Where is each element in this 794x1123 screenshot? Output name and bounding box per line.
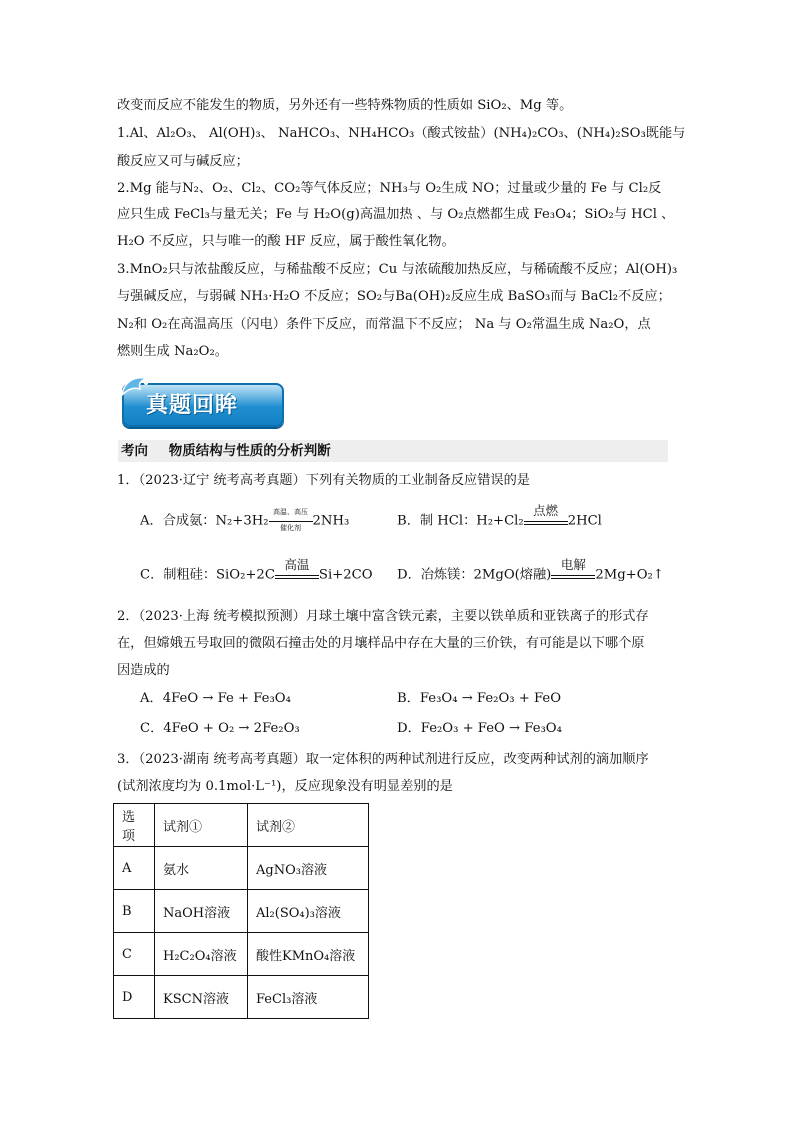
- section-label: 考向: [121, 443, 148, 459]
- reaction-condition: 高温、高压 催化剂: [269, 512, 313, 530]
- table-cell: H₂C₂O₄溶液: [155, 933, 248, 976]
- table-cell: C: [114, 933, 155, 976]
- q2-stem-line-1: 2．（2023·上海 统考模拟预测）月球土壤中富含铁元素，主要以铁单质和亚铁离子的形式存: [117, 609, 649, 624]
- section-title: 物质结构与性质的分析判断: [168, 443, 331, 459]
- review-banner: [118, 373, 284, 429]
- q2-option-b: B．Fe₃O₄ → Fe₂O₃ + FeO: [397, 691, 562, 706]
- q2-option-c: C．4FeO + O₂ → 2Fe₂O₃: [140, 721, 300, 736]
- q2-stem-line-2: 在，但嫦娥五号取回的微陨石撞击处的月壤样品中存在大量的三价铁，有可能是以下哪个原: [117, 636, 645, 651]
- table-row: [114, 890, 369, 933]
- table-header-row: [114, 804, 369, 847]
- table-header-cell: 选项: [114, 804, 155, 847]
- table-cell: 氨水: [155, 847, 248, 890]
- table-row: [114, 976, 369, 1019]
- intro-line-8: 与强碱反应，与弱碱 NH₃·H₂O 不反应；SO₂与Ba(OH)₂反应生成 BaSO₃而与 BaCl₂不反应；: [117, 289, 671, 304]
- q1-stem: 1．（2023·辽宁 统考高考真题）下列有关物质的工业制备反应错误的是: [117, 473, 530, 488]
- table-cell: A: [114, 847, 155, 890]
- reaction-condition: 高温: [275, 566, 319, 584]
- intro-line-9: N₂和 O₂在高温高压（闪电）条件下反应，而常温下不反应； Na 与 O₂常温生成 Na₂O，点: [117, 317, 651, 332]
- intro-line-2: 1.Al、Al₂O₃、 Al(OH)₃、 NaHCO₃、NH₄HCO₃（酸式铵盐）(NH₄)₂CO₃、(NH₄)₂SO₃既能与: [117, 126, 686, 141]
- intro-line-5: 应只生成 FeCl₃与量无关；Fe 与 H₂O(g)高温加热 、与 O₂点燃都生成 Fe₃O₄；SiO₂与 HCl 、: [117, 207, 675, 222]
- q1-option-a: A．合成氨：N₂+3H₂ 高温、高压 催化剂 2NH₃: [140, 508, 350, 532]
- q2-option-a: A．4FeO → Fe + Fe₃O₄: [140, 691, 291, 706]
- table-cell: Al₂(SO₄)₃溶液: [248, 890, 369, 933]
- q3-stem-line-2: (试剂浓度均为 0.1mol·L⁻¹)，反应现象没有明显差别的是: [117, 779, 453, 794]
- q1-option-b: B．制 HCl：H₂+Cl₂ 点燃 2HCl: [397, 503, 602, 529]
- q3-stem-line-1: 3．（2023·湖南 统考高考真题）取一定体积的两种试剂进行反应，改变两种试剂的滴加顺序: [117, 752, 649, 767]
- reagent-table: [113, 803, 369, 1019]
- q1-option-d: D．冶炼镁：2MgO(熔融) 电解 2Mg+O₂↑: [397, 557, 664, 583]
- reaction-condition: 电解: [551, 566, 595, 584]
- table-cell: FeCl₃溶液: [248, 976, 369, 1019]
- intro-line-10: 燃则生成 Na₂O₂。: [117, 344, 228, 359]
- table-header-cell: 试剂①: [155, 804, 248, 847]
- table-cell: NaOH溶液: [155, 890, 248, 933]
- reaction-condition: 点燃: [524, 512, 568, 530]
- q2-option-d: D．Fe₂O₃ + FeO → Fe₃O₄: [397, 721, 562, 736]
- table-row: [114, 847, 369, 890]
- intro-line-7: 3.MnO₂只与浓盐酸反应，与稀盐酸不反应；Cu 与浓硫酸加热反应，与稀硫酸不反应；Al(OH)₃: [117, 262, 678, 277]
- table-row: [114, 933, 369, 976]
- table-header-cell: 试剂②: [248, 804, 369, 847]
- table-cell: KSCN溶液: [155, 976, 248, 1019]
- intro-line-3: 酸反应又可与碱反应；: [117, 154, 249, 169]
- table-cell: AgNO₃溶液: [248, 847, 369, 890]
- section-heading: [118, 440, 668, 462]
- intro-line-6: H₂O 不反应，只与唯一的酸 HF 反应，属于酸性氧化物。: [117, 234, 455, 249]
- table-cell: 酸性KMnO₄溶液: [248, 933, 369, 976]
- banner-title: 真题回眸: [146, 393, 239, 418]
- intro-line-4: 2.Mg 能与N₂、O₂、Cl₂、CO₂等气体反应；NH₃与 O₂生成 NO；过量或少量的 Fe 与 Cl₂反: [117, 181, 662, 196]
- q2-stem-line-3: 因造成的: [117, 663, 170, 678]
- table-cell: B: [114, 890, 155, 933]
- intro-line-1: 改变而反应不能发生的物质，另外还有一些特殊物质的性质如 SiO₂、Mg 等。: [117, 98, 573, 113]
- q1-option-c: C．制粗硅：SiO₂+2C 高温 Si+2CO: [140, 557, 373, 583]
- table-cell: D: [114, 976, 155, 1019]
